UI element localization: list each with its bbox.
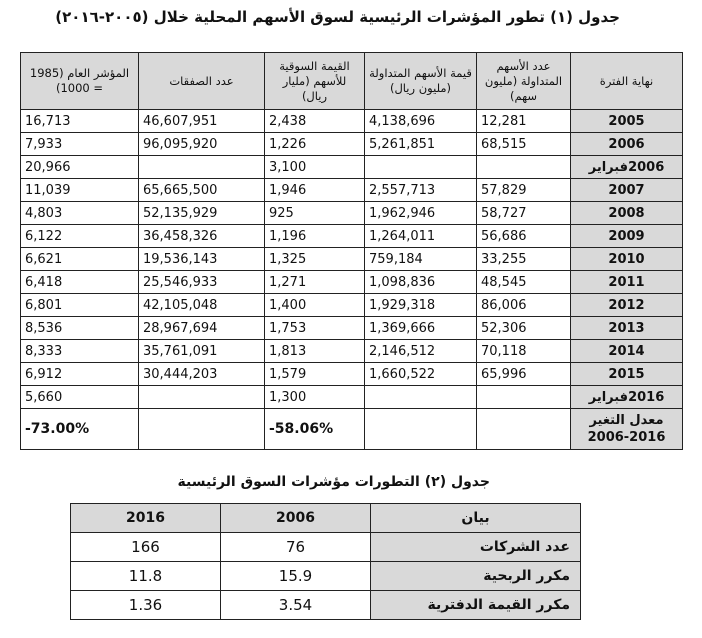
cell-period: 2006فبراير — [571, 156, 683, 179]
t2-cell-label: مكرر الربحية — [371, 562, 581, 591]
cell-shares: 68,515 — [477, 133, 571, 156]
header-index: المؤشر العام (1985 = 1000) — [21, 53, 139, 110]
cell-deals: 46,607,951 — [139, 110, 265, 133]
cell-market-cap: 1,400 — [265, 294, 365, 317]
cell-period: 2009 — [571, 225, 683, 248]
cell-period: 2015 — [571, 363, 683, 386]
header-market-cap: القيمة السوقية للأسهم (مليار ريال) — [265, 53, 365, 110]
cell-period: 2012 — [571, 294, 683, 317]
cell-index: 5,660 — [21, 386, 139, 409]
cell-index: 7,933 — [21, 133, 139, 156]
change-deals — [139, 409, 265, 450]
cell-deals: 25,546,933 — [139, 271, 265, 294]
cell-index: 11,039 — [21, 179, 139, 202]
cell-index: 8,536 — [21, 317, 139, 340]
cell-shares: 33,255 — [477, 248, 571, 271]
cell-deals: 96,095,920 — [139, 133, 265, 156]
table1-title: جدول (١) تطور المؤشرات الرئيسية لسوق الأسهم المحلية خلال (٢٠٠٥-٢٠١٦) — [55, 8, 620, 26]
cell-value: 1,098,836 — [365, 271, 477, 294]
cell-market-cap: 1,813 — [265, 340, 365, 363]
cell-market-cap: 1,753 — [265, 317, 365, 340]
table-row — [21, 363, 683, 386]
cell-period: 2014 — [571, 340, 683, 363]
cell-index: 20,966 — [21, 156, 139, 179]
cell-market-cap: 1,226 — [265, 133, 365, 156]
cell-value: 1,660,522 — [365, 363, 477, 386]
cell-value: 5,261,851 — [365, 133, 477, 156]
cell-market-cap: 3,100 — [265, 156, 365, 179]
t2-cell-label: مكرر القيمة الدفترية — [371, 591, 581, 620]
table-row — [21, 225, 683, 248]
cell-shares: 12,281 — [477, 110, 571, 133]
cell-shares: 48,545 — [477, 271, 571, 294]
cell-shares — [477, 386, 571, 409]
cell-shares: 86,006 — [477, 294, 571, 317]
cell-value: 2,557,713 — [365, 179, 477, 202]
t2-cell-y2006: 15.9 — [221, 562, 371, 591]
main-market-table — [70, 503, 581, 620]
cell-value: 1,369,666 — [365, 317, 477, 340]
change-rate-row — [21, 409, 683, 450]
table2-title: جدول (٢) التطورات مؤشرات السوق الرئيسية — [177, 474, 490, 490]
table1-header-row — [21, 53, 683, 110]
table-row — [21, 248, 683, 271]
cell-shares: 57,829 — [477, 179, 571, 202]
t2-cell-y2016: 11.8 — [71, 562, 221, 591]
table-row — [71, 533, 581, 562]
table-row — [21, 133, 683, 156]
market-indicators-table — [20, 52, 683, 450]
cell-value: 759,184 — [365, 248, 477, 271]
table-row — [21, 156, 683, 179]
t2-cell-y2016: 1.36 — [71, 591, 221, 620]
cell-market-cap: 1,946 — [265, 179, 365, 202]
change-value — [365, 409, 477, 450]
cell-deals — [139, 156, 265, 179]
cell-market-cap: 1,271 — [265, 271, 365, 294]
t2-cell-label: عدد الشركات — [371, 533, 581, 562]
t2-cell-y2016: 166 — [71, 533, 221, 562]
cell-period: 2016فبراير — [571, 386, 683, 409]
cell-value: 2,146,512 — [365, 340, 477, 363]
table-row — [21, 110, 683, 133]
cell-value: 4,138,696 — [365, 110, 477, 133]
cell-index: 6,912 — [21, 363, 139, 386]
change-index: -73.00% — [21, 409, 139, 450]
t2-cell-y2006: 3.54 — [221, 591, 371, 620]
cell-deals: 28,967,694 — [139, 317, 265, 340]
cell-market-cap: 2,438 — [265, 110, 365, 133]
change-label — [571, 409, 683, 450]
header-period: نهاية الفترة — [571, 53, 683, 110]
table-row — [21, 317, 683, 340]
cell-index: 6,801 — [21, 294, 139, 317]
cell-value — [365, 386, 477, 409]
cell-market-cap: 1,579 — [265, 363, 365, 386]
cell-period: 2011 — [571, 271, 683, 294]
cell-shares: 52,306 — [477, 317, 571, 340]
table-row — [21, 271, 683, 294]
cell-value: 1,929,318 — [365, 294, 477, 317]
cell-deals: 35,761,091 — [139, 340, 265, 363]
cell-period: 2013 — [571, 317, 683, 340]
t2-header-label: بيان — [371, 504, 581, 533]
cell-period: 2008 — [571, 202, 683, 225]
cell-deals: 52,135,929 — [139, 202, 265, 225]
cell-market-cap: 1,325 — [265, 248, 365, 271]
table-row — [71, 562, 581, 591]
cell-period: 2007 — [571, 179, 683, 202]
table-row — [71, 591, 581, 620]
cell-index: 4,803 — [21, 202, 139, 225]
table-row — [21, 179, 683, 202]
cell-market-cap: 1,196 — [265, 225, 365, 248]
cell-period: 2006 — [571, 133, 683, 156]
cell-deals: 19,536,143 — [139, 248, 265, 271]
table-row — [21, 386, 683, 409]
cell-deals: 36,458,326 — [139, 225, 265, 248]
cell-deals: 65,665,500 — [139, 179, 265, 202]
cell-period: 2005 — [571, 110, 683, 133]
cell-index: 6,418 — [21, 271, 139, 294]
table2-header-row — [71, 504, 581, 533]
header-deals: عدد الصفقات — [139, 53, 265, 110]
cell-value — [365, 156, 477, 179]
cell-market-cap: 1,300 — [265, 386, 365, 409]
t2-header-2006: 2006 — [221, 504, 371, 533]
change-label-line2: 2006-2016 — [587, 430, 666, 445]
cell-shares: 65,996 — [477, 363, 571, 386]
cell-deals: 42,105,048 — [139, 294, 265, 317]
cell-index: 8,333 — [21, 340, 139, 363]
cell-shares: 56,686 — [477, 225, 571, 248]
header-shares: عدد الأسهم المتداولة (مليون سهم) — [477, 53, 571, 110]
table-row — [21, 294, 683, 317]
cell-market-cap: 925 — [265, 202, 365, 225]
header-value: قيمة الأسهم المتداولة (مليون ريال) — [365, 53, 477, 110]
cell-value: 1,962,946 — [365, 202, 477, 225]
cell-value: 1,264,011 — [365, 225, 477, 248]
cell-shares — [477, 156, 571, 179]
table-row — [21, 202, 683, 225]
cell-period: 2010 — [571, 248, 683, 271]
t2-cell-y2006: 76 — [221, 533, 371, 562]
cell-deals: 30,444,203 — [139, 363, 265, 386]
change-label-line1: معدل التغير — [589, 413, 664, 428]
table-row — [21, 340, 683, 363]
cell-index: 6,621 — [21, 248, 139, 271]
cell-shares: 70,118 — [477, 340, 571, 363]
cell-deals — [139, 386, 265, 409]
change-market-cap: -58.06% — [265, 409, 365, 450]
change-shares — [477, 409, 571, 450]
cell-index: 6,122 — [21, 225, 139, 248]
cell-index: 16,713 — [21, 110, 139, 133]
t2-header-2016: 2016 — [71, 504, 221, 533]
cell-shares: 58,727 — [477, 202, 571, 225]
